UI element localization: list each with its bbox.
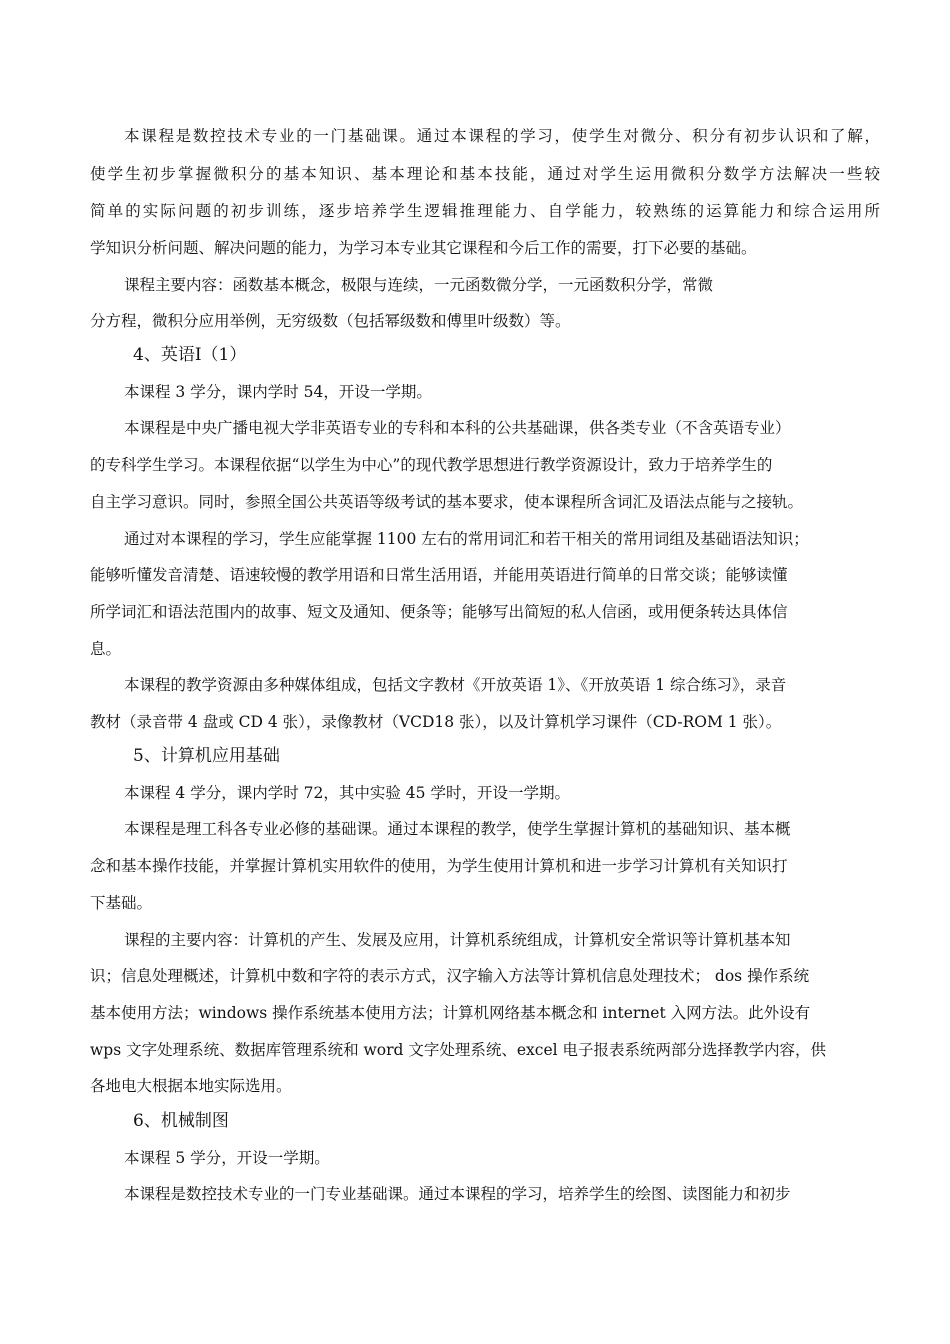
section-heading-english: 4、英语Ⅰ（1）	[133, 345, 247, 365]
paragraph-line: 本课程是数控技术专业的一门基础课。通过本课程的学习，使学生对微分、积分有初步认识和了解，	[124, 127, 880, 145]
paragraph-line: wps 文字处理系统、数据库管理系统和 word 文字处理系统、excel 电子报表系统两部分选择教学内容，供	[90, 1041, 827, 1059]
paragraph-line: 本课程的教学资源由多种媒体组成，包括文字教材《开放英语 1》、《开放英语 1 综合练习》，录音	[124, 676, 787, 694]
paragraph-line: 本课程 5 学分，开设一学期。	[124, 1149, 330, 1167]
paragraph-line: 课程的主要内容：计算机的产生、发展及应用，计算机系统组成，计算机安全常识等计算机基本知	[124, 931, 791, 949]
paragraph-line: 自主学习意识。同时，参照全国公共英语等级考试的基本要求，使本课程所含词汇及语法点能与之接轨。	[90, 493, 804, 511]
paragraph-line: 本课程 3 学分，课内学时 54，开设一学期。	[124, 383, 432, 401]
paragraph-line: 学知识分析问题、解决问题的能力，为学习本专业其它课程和今后工作的需要，打下必要的基础。	[90, 239, 757, 257]
paragraph-line: 使学生初步掌握微积分的基本知识、基本理论和基本技能，通过对学生运用微积分数学方法解决一些较	[90, 165, 880, 183]
paragraph-line: 本课程是中央广播电视大学非英语专业的专科和本科的公共基础课，供各类专业（不含英语专业）	[124, 419, 791, 437]
paragraph-line: 基本使用方法；windows 操作系统基本使用方法；计算机网络基本概念和 internet 入网方法。此外设有	[90, 1004, 811, 1022]
paragraph-line: 简单的实际问题的初步训练，逐步培养学生逻辑推理能力、自学能力，较熟练的运算能力和综合运用所	[90, 202, 880, 220]
paragraph-line: 识；信息处理概述，计算机中数和字符的表示方式，汉字输入方法等计算机信息处理技术； dos 操作系统	[90, 967, 810, 985]
paragraph-line: 通过对本课程的学习，学生应能掌握 1100 左右的常用词汇和若干相关的常用词组及基础语法知识；	[124, 530, 809, 548]
paragraph-line: 课程主要内容：函数基本概念，极限与连续，一元函数微分学，一元函数积分学，常微	[124, 276, 714, 294]
section-heading-computer: 5、计算机应用基础	[133, 746, 280, 766]
paragraph-line: 本课程是数控技术专业的一门专业基础课。通过本课程的学习，培养学生的绘图、读图能力和初步	[124, 1185, 791, 1203]
paragraph-line: 分方程，微积分应用举例，无穷级数（包括幂级数和傅里叶级数）等。	[90, 312, 571, 330]
paragraph-line: 教材（录音带 4 盘或 CD 4 张），录像教材（VCD18 张），以及计算机学习课件（CD-ROM 1 张）。	[90, 713, 782, 731]
section-heading-drafting: 6、机械制图	[133, 1111, 229, 1131]
paragraph-line: 各地电大根据本地实际选用。	[90, 1077, 292, 1095]
paragraph-line: 本课程 4 学分，课内学时 72，其中实验 45 学时，开设一学期。	[124, 784, 570, 802]
paragraph-line: 念和基本操作技能，并掌握计算机实用软件的使用，为学生使用计算机和进一步学习计算机有关知识打	[90, 857, 788, 875]
paragraph-line: 本课程是理工科各专业必修的基础课。通过本课程的教学，使学生掌握计算机的基础知识、基本概	[124, 820, 791, 838]
paragraph-line: 的专科学生学习。本课程依据“以学生为中心”的现代教学思想进行教学资源设计，致力于培养学生的	[90, 456, 773, 474]
paragraph-line: 能够听懂发音清楚、语速较慢的教学用语和日常生活用语，并能用英语进行简单的日常交谈；能够读懂	[90, 566, 788, 584]
paragraph-line: 息。	[90, 640, 122, 658]
paragraph-line: 下基础。	[90, 894, 153, 912]
paragraph-line: 所学词汇和语法范围内的故事、短文及通知、便条等；能够写出简短的私人信函，或用便条转达具体信	[90, 603, 788, 621]
